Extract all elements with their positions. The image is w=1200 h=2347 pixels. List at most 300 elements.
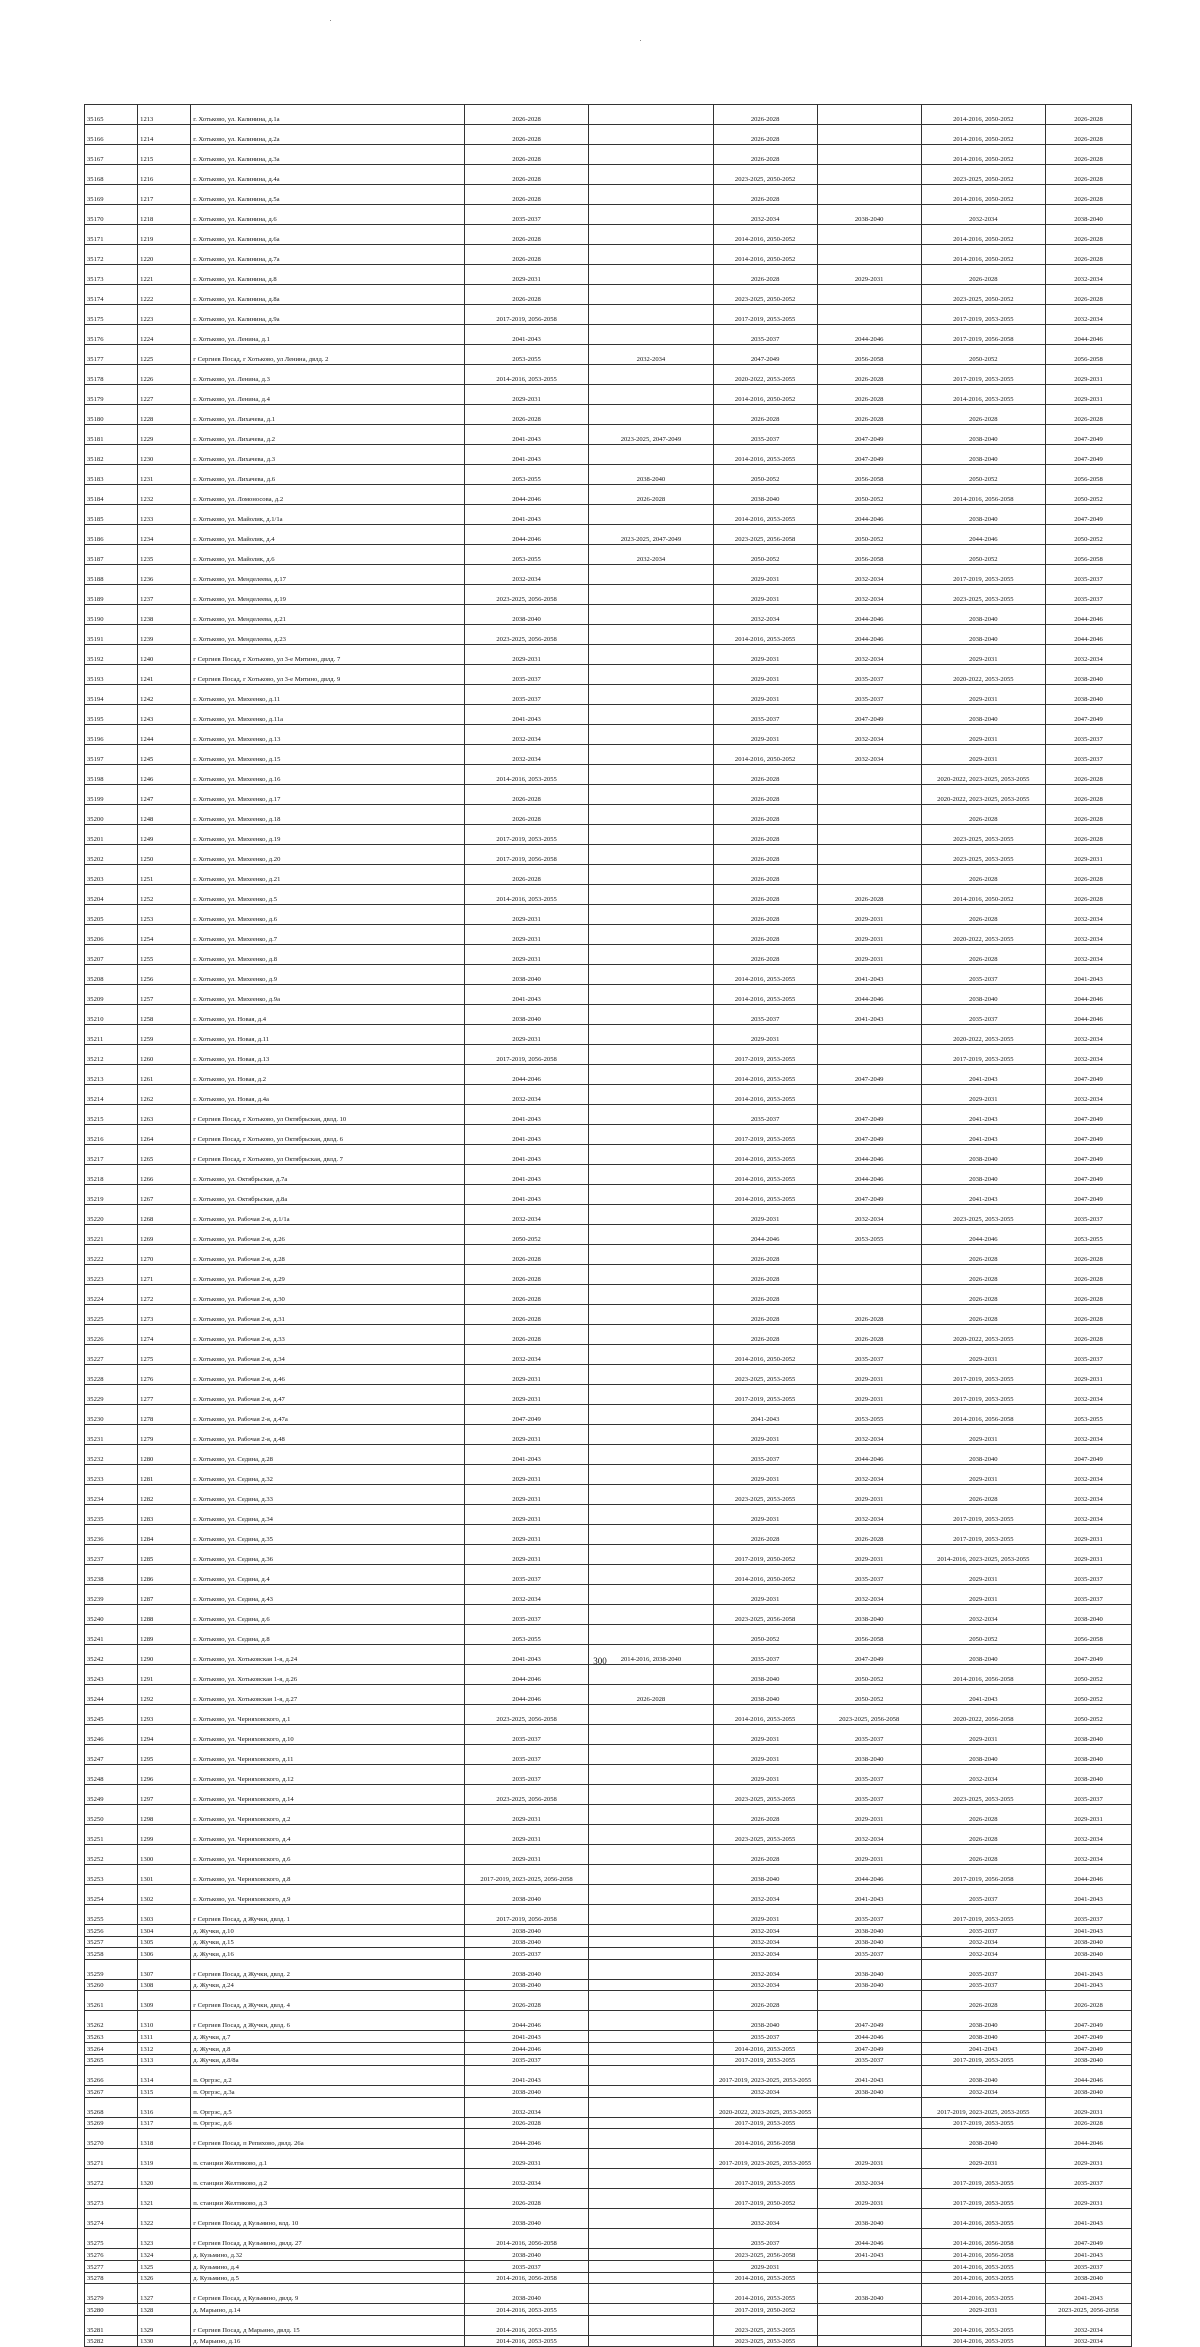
item-number-cell: 1245	[138, 745, 191, 765]
table-body	[85, 105, 1132, 2347]
record-number-cell: 35223	[85, 1265, 138, 1285]
period-4-cell: 2029-2031	[817, 1365, 921, 1385]
item-number-cell: 1287	[138, 1585, 191, 1605]
record-number-cell: 35281	[85, 2315, 138, 2335]
period-6-cell: 2029-2031	[1046, 2097, 1132, 2117]
table-row	[85, 185, 1132, 205]
period-5-cell: 2014-2016, 2050-2052	[921, 185, 1045, 205]
period-5-cell: 2026-2028	[921, 1245, 1045, 1265]
period-5-cell: 2038-2040	[921, 505, 1045, 525]
period-2-cell	[589, 1265, 713, 1285]
period-4-cell: 2038-2040	[817, 205, 921, 225]
record-number-cell: 35259	[85, 1959, 138, 1979]
period-5-cell: 2017-2019, 2053-2055	[921, 365, 1045, 385]
period-3-cell: 2023-2025, 2053-2055	[713, 2335, 817, 2347]
period-5-cell: 2029-2031	[921, 2149, 1045, 2169]
period-3-cell: 2014-2016, 2053-2055	[713, 1065, 817, 1085]
period-2-cell	[589, 585, 713, 605]
period-1-cell: 2026-2028	[464, 2117, 588, 2129]
address-cell: г. Хотьково, ул. Михеенко, д.8	[191, 945, 465, 965]
period-1-cell: 2044-2046	[464, 1065, 588, 1085]
address-cell: д. Жучки, д.7	[191, 2031, 465, 2043]
period-1-cell: 2041-2043	[464, 425, 588, 445]
table-row	[85, 425, 1132, 445]
item-number-cell: 1285	[138, 1545, 191, 1565]
period-1-cell: 2038-2040	[464, 965, 588, 985]
period-2-cell	[589, 1225, 713, 1245]
period-3-cell: 2017-2019, 2050-2052	[713, 1545, 817, 1565]
record-number-cell: 35277	[85, 2260, 138, 2272]
period-6-cell: 2032-2034	[1046, 305, 1132, 325]
address-cell: г. Хотьково, ул. Калинина, д.7а	[191, 245, 465, 265]
period-2-cell	[589, 1905, 713, 1925]
item-number-cell: 1295	[138, 1745, 191, 1765]
period-3-cell: 2014-2016, 2053-2055	[713, 445, 817, 465]
period-6-cell: 2029-2031	[1046, 1365, 1132, 1385]
period-5-cell: 2017-2019, 2053-2055	[921, 2054, 1045, 2066]
register-table	[84, 104, 1132, 2347]
period-3-cell: 2023-2025, 2050-2052	[713, 165, 817, 185]
record-number-cell: 35229	[85, 1385, 138, 1405]
period-1-cell: 2029-2031	[464, 385, 588, 405]
period-6-cell: 2026-2028	[1046, 125, 1132, 145]
address-cell: г. Хотьково, ул. Михеенко, д.15	[191, 745, 465, 765]
period-4-cell	[817, 2117, 921, 2129]
period-2-cell	[589, 1825, 713, 1845]
table-row	[85, 1605, 1132, 1625]
period-2-cell	[589, 185, 713, 205]
period-6-cell: 2038-2040	[1046, 2054, 1132, 2066]
period-2-cell	[589, 2149, 713, 2169]
address-cell: г. Хотьково, ул. Седина, д.28	[191, 1445, 465, 1465]
record-number-cell: 35188	[85, 565, 138, 585]
period-6-cell: 2032-2034	[1046, 1485, 1132, 1505]
period-5-cell: 2038-2040	[921, 2066, 1045, 2086]
address-cell: г. Хотьково, ул. Калинина, д.2а	[191, 125, 465, 145]
address-cell: г Сергиев Посад, д Марьино, двлд. 15	[191, 2315, 465, 2335]
item-number-cell: 1281	[138, 1465, 191, 1485]
table-row	[85, 1205, 1132, 1225]
period-3-cell: 2029-2031	[713, 1205, 817, 1225]
table-row	[85, 145, 1132, 165]
period-2-cell	[589, 1805, 713, 1825]
address-cell: г. Хотьково, ул. Новая, д.13	[191, 1045, 465, 1065]
period-5-cell: 2026-2028	[921, 1265, 1045, 1285]
record-number-cell: 35199	[85, 785, 138, 805]
address-cell: г. Хотьково, ул. Калинина, д.6	[191, 205, 465, 225]
record-number-cell: 35180	[85, 405, 138, 425]
item-number-cell: 1286	[138, 1565, 191, 1585]
period-6-cell: 2041-2043	[1046, 1959, 1132, 1979]
period-1-cell: 2032-2034	[464, 1085, 588, 1105]
period-2-cell	[589, 685, 713, 705]
period-1-cell: 2014-2016, 2053-2055	[464, 365, 588, 385]
address-cell: г Сергиев Посад, г Хотьково, ул Октябрьская, двлд. 10	[191, 1105, 465, 1125]
period-2-cell	[589, 1285, 713, 1305]
period-1-cell: 2032-2034	[464, 1345, 588, 1365]
record-number-cell: 35210	[85, 1005, 138, 1025]
record-number-cell: 35261	[85, 1991, 138, 2011]
period-4-cell: 2038-2040	[817, 1925, 921, 1937]
record-number-cell: 35216	[85, 1125, 138, 1145]
period-3-cell: 2026-2028	[713, 145, 817, 165]
period-4-cell: 2035-2037	[817, 1725, 921, 1745]
record-number-cell: 35206	[85, 925, 138, 945]
record-number-cell: 35272	[85, 2169, 138, 2189]
item-number-cell: 1251	[138, 865, 191, 885]
period-5-cell: 2029-2031	[921, 1425, 1045, 1445]
address-cell: п. Оргрэс, д.6	[191, 2117, 465, 2129]
item-number-cell: 1235	[138, 545, 191, 565]
item-number-cell: 1237	[138, 585, 191, 605]
period-1-cell: 2038-2040	[464, 1936, 588, 1948]
record-number-cell: 35224	[85, 1285, 138, 1305]
item-number-cell: 1221	[138, 265, 191, 285]
period-3-cell: 2026-2028	[713, 1845, 817, 1865]
period-1-cell: 2035-2037	[464, 1565, 588, 1585]
period-3-cell: 2038-2040	[713, 1865, 817, 1885]
period-6-cell: 2047-2049	[1046, 705, 1132, 725]
period-3-cell: 2023-2025, 2056-2058	[713, 2249, 817, 2261]
period-3-cell: 2029-2031	[713, 1505, 817, 1525]
record-number-cell: 35231	[85, 1425, 138, 1445]
period-3-cell: 2017-2019, 2023-2025, 2053-2055	[713, 2066, 817, 2086]
period-2-cell	[589, 105, 713, 125]
period-3-cell: 2026-2028	[713, 1325, 817, 1345]
table-row	[85, 2169, 1132, 2189]
item-number-cell: 1290	[138, 1645, 191, 1665]
period-4-cell	[817, 2335, 921, 2347]
period-4-cell: 2035-2037	[817, 1345, 921, 1365]
address-cell: г. Хотьково, ул. Лихачева, д.2	[191, 425, 465, 445]
period-4-cell	[817, 1991, 921, 2011]
period-5-cell: 2023-2025, 2053-2055	[921, 1785, 1045, 1805]
period-5-cell: 2032-2034	[921, 1765, 1045, 1785]
period-2-cell	[589, 305, 713, 325]
item-number-cell: 1289	[138, 1625, 191, 1645]
item-number-cell: 1222	[138, 285, 191, 305]
period-5-cell: 2038-2040	[921, 1645, 1045, 1665]
period-2-cell	[589, 285, 713, 305]
item-number-cell: 1250	[138, 845, 191, 865]
period-2-cell	[589, 1465, 713, 1485]
period-5-cell: 2020-2022, 2056-2058	[921, 1705, 1045, 1725]
period-6-cell: 2053-2055	[1046, 1225, 1132, 1245]
period-6-cell: 2056-2058	[1046, 465, 1132, 485]
period-3-cell: 2029-2031	[713, 665, 817, 685]
item-number-cell: 1236	[138, 565, 191, 585]
period-2-cell	[589, 2086, 713, 2098]
period-1-cell: 2026-2028	[464, 105, 588, 125]
record-number-cell: 35250	[85, 1805, 138, 1825]
item-number-cell: 1229	[138, 425, 191, 445]
table-row	[85, 225, 1132, 245]
period-2-cell: 2038-2040	[589, 465, 713, 485]
period-3-cell: 2050-2052	[713, 545, 817, 565]
period-6-cell: 2047-2049	[1046, 2011, 1132, 2031]
period-5-cell: 2029-2031	[921, 745, 1045, 765]
period-5-cell: 2026-2028	[921, 805, 1045, 825]
period-6-cell: 2041-2043	[1046, 2209, 1132, 2229]
table-row	[85, 965, 1132, 985]
period-4-cell: 2032-2034	[817, 585, 921, 605]
item-number-cell: 1226	[138, 365, 191, 385]
period-3-cell: 2026-2028	[713, 785, 817, 805]
item-number-cell: 1311	[138, 2031, 191, 2043]
address-cell: п. станции Желтиково, д.3	[191, 2189, 465, 2209]
period-4-cell: 2038-2040	[817, 2284, 921, 2304]
period-2-cell	[589, 445, 713, 465]
period-2-cell	[589, 1145, 713, 1165]
address-cell: г. Хотьково, ул. Седина, д.36	[191, 1545, 465, 1565]
period-4-cell: 2056-2058	[817, 545, 921, 565]
item-number-cell: 1296	[138, 1765, 191, 1785]
period-6-cell: 2026-2028	[1046, 1245, 1132, 1265]
table-row	[85, 2086, 1132, 2098]
period-4-cell: 2047-2049	[817, 705, 921, 725]
period-4-cell	[817, 165, 921, 185]
period-3-cell: 2014-2016, 2050-2052	[713, 385, 817, 405]
address-cell: д. Жучки, д.8	[191, 2042, 465, 2054]
period-2-cell	[589, 125, 713, 145]
record-number-cell: 35215	[85, 1105, 138, 1125]
period-1-cell: 2035-2037	[464, 1605, 588, 1625]
period-2-cell	[589, 1959, 713, 1979]
table-row	[85, 2229, 1132, 2249]
period-4-cell	[817, 2129, 921, 2149]
period-1-cell: 2035-2037	[464, 205, 588, 225]
period-6-cell: 2035-2037	[1046, 1345, 1132, 1365]
period-2-cell	[589, 1085, 713, 1105]
period-6-cell: 2026-2028	[1046, 105, 1132, 125]
record-number-cell: 35244	[85, 1685, 138, 1705]
item-number-cell: 1213	[138, 105, 191, 125]
address-cell: г. Хотьково, ул. Майолик, д.4	[191, 525, 465, 545]
item-number-cell: 1231	[138, 465, 191, 485]
period-3-cell: 2029-2031	[713, 685, 817, 705]
period-2-cell	[589, 1625, 713, 1645]
record-number-cell: 35190	[85, 605, 138, 625]
period-1-cell: 2029-2031	[464, 1505, 588, 1525]
period-6-cell: 2026-2028	[1046, 785, 1132, 805]
period-2-cell	[589, 1979, 713, 1991]
table-row	[85, 805, 1132, 825]
period-4-cell: 2044-2046	[817, 325, 921, 345]
period-2-cell	[589, 1065, 713, 1085]
table-row	[85, 1865, 1132, 1885]
period-2-cell	[589, 1245, 713, 1265]
period-3-cell: 2035-2037	[713, 1445, 817, 1465]
table-row	[85, 2272, 1132, 2284]
period-5-cell: 2017-2019, 2053-2055	[921, 1045, 1045, 1065]
period-5-cell: 2014-2016, 2050-2052	[921, 245, 1045, 265]
period-3-cell: 2026-2028	[713, 885, 817, 905]
item-number-cell: 1219	[138, 225, 191, 245]
period-4-cell: 2032-2034	[817, 1425, 921, 1445]
period-6-cell: 2044-2046	[1046, 1865, 1132, 1885]
period-3-cell: 2017-2019, 2053-2055	[713, 2054, 817, 2066]
period-2-cell	[589, 2304, 713, 2316]
item-number-cell: 1269	[138, 1225, 191, 1245]
table-row	[85, 725, 1132, 745]
period-4-cell: 2047-2049	[817, 2042, 921, 2054]
period-3-cell: 2014-2016, 2053-2055	[713, 2042, 817, 2054]
table-row	[85, 445, 1132, 465]
item-number-cell: 1276	[138, 1365, 191, 1385]
record-number-cell: 35187	[85, 545, 138, 565]
period-4-cell: 2029-2031	[817, 2149, 921, 2169]
period-5-cell: 2032-2034	[921, 1605, 1045, 1625]
table-row	[85, 1885, 1132, 1905]
table-row	[85, 1445, 1132, 1465]
period-6-cell: 2050-2052	[1046, 525, 1132, 545]
table-row	[85, 2066, 1132, 2086]
period-5-cell: 2050-2052	[921, 465, 1045, 485]
period-3-cell: 2029-2031	[713, 2260, 817, 2272]
table-row	[85, 1265, 1132, 1285]
period-4-cell	[817, 145, 921, 165]
period-5-cell: 2038-2040	[921, 445, 1045, 465]
item-number-cell: 1224	[138, 325, 191, 345]
period-3-cell: 2026-2028	[713, 1991, 817, 2011]
record-number-cell: 35177	[85, 345, 138, 365]
period-5-cell: 2020-2022, 2053-2055	[921, 1325, 1045, 1345]
record-number-cell: 35171	[85, 225, 138, 245]
address-cell: г. Хотьково, ул. Калинина, д.6а	[191, 225, 465, 245]
period-6-cell: 2041-2043	[1046, 2284, 1132, 2304]
period-4-cell	[817, 2304, 921, 2316]
address-cell: г Сергиев Посад, г Хотьково, ул Октябрьская, двлд. 7	[191, 1145, 465, 1165]
period-4-cell: 2056-2058	[817, 345, 921, 365]
period-6-cell: 2050-2052	[1046, 485, 1132, 505]
period-6-cell: 2044-2046	[1046, 2129, 1132, 2149]
period-5-cell: 2035-2037	[921, 1979, 1045, 1991]
address-cell: г. Хотьково, ул. Черняховского, д.12	[191, 1765, 465, 1785]
period-3-cell: 2032-2034	[713, 1979, 817, 1991]
period-5-cell: 2038-2040	[921, 1165, 1045, 1185]
item-number-cell: 1214	[138, 125, 191, 145]
period-6-cell: 2032-2034	[1046, 905, 1132, 925]
table-row	[85, 1105, 1132, 1125]
table-row	[85, 1765, 1132, 1785]
record-number-cell: 35282	[85, 2335, 138, 2347]
address-cell: г. Хотьково, ул. Новая, д.4	[191, 1005, 465, 1025]
address-cell: д. Жучки, д.24	[191, 1979, 465, 1991]
period-4-cell: 2032-2034	[817, 2169, 921, 2189]
record-number-cell: 35258	[85, 1948, 138, 1960]
period-2-cell	[589, 2011, 713, 2031]
period-5-cell: 2014-2016, 2053-2055	[921, 2209, 1045, 2229]
address-cell: г. Хотьково, ул. Черняховского, д.9	[191, 1885, 465, 1905]
record-number-cell: 35212	[85, 1045, 138, 1065]
period-5-cell: 2020-2022, 2053-2055	[921, 925, 1045, 945]
address-cell: п. Оргрэс, д.5	[191, 2097, 465, 2117]
period-2-cell	[589, 1885, 713, 1905]
period-4-cell: 2038-2040	[817, 1745, 921, 1765]
period-1-cell: 2038-2040	[464, 2209, 588, 2229]
period-6-cell: 2047-2049	[1046, 1065, 1132, 1085]
period-3-cell: 2023-2025, 2053-2055	[713, 2315, 817, 2335]
item-number-cell: 1292	[138, 1685, 191, 1705]
table-row	[85, 2315, 1132, 2335]
period-2-cell	[589, 2249, 713, 2261]
period-2-cell	[589, 845, 713, 865]
period-5-cell: 2029-2031	[921, 645, 1045, 665]
table-row	[85, 1025, 1132, 1045]
item-number-cell: 1253	[138, 905, 191, 925]
period-1-cell: 2044-2046	[464, 2011, 588, 2031]
period-6-cell: 2026-2028	[1046, 165, 1132, 185]
period-6-cell: 2038-2040	[1046, 2086, 1132, 2098]
period-4-cell: 2032-2034	[817, 745, 921, 765]
period-4-cell: 2035-2037	[817, 685, 921, 705]
period-4-cell: 2026-2028	[817, 405, 921, 425]
period-4-cell: 2038-2040	[817, 1959, 921, 1979]
period-1-cell: 2032-2034	[464, 725, 588, 745]
period-3-cell: 2014-2016, 2053-2055	[713, 2284, 817, 2304]
item-number-cell: 1325	[138, 2260, 191, 2272]
period-1-cell: 2026-2028	[464, 245, 588, 265]
period-5-cell: 2017-2019, 2053-2055	[921, 1365, 1045, 1385]
period-2-cell	[589, 1005, 713, 1025]
period-1-cell: 2026-2028	[464, 185, 588, 205]
period-5-cell: 2017-2019, 2053-2055	[921, 2117, 1045, 2129]
period-1-cell: 2029-2031	[464, 1825, 588, 1845]
period-2-cell	[589, 1485, 713, 1505]
item-number-cell: 1271	[138, 1265, 191, 1285]
table-row	[85, 1145, 1132, 1165]
period-6-cell: 2056-2058	[1046, 1625, 1132, 1645]
record-number-cell: 35254	[85, 1885, 138, 1905]
period-6-cell: 2038-2040	[1046, 205, 1132, 225]
address-cell: г. Хотьково, ул. Михеенко, д.13	[191, 725, 465, 745]
item-number-cell: 1314	[138, 2066, 191, 2086]
period-3-cell: 2029-2031	[713, 1765, 817, 1785]
period-4-cell: 2026-2028	[817, 1525, 921, 1545]
period-4-cell: 2044-2046	[817, 2229, 921, 2249]
period-4-cell: 2023-2025, 2056-2058	[817, 1705, 921, 1725]
period-1-cell: 2029-2031	[464, 905, 588, 925]
period-3-cell: 2026-2028	[713, 865, 817, 885]
period-3-cell: 2026-2028	[713, 1245, 817, 1265]
period-3-cell: 2014-2016, 2050-2052	[713, 225, 817, 245]
period-4-cell: 2026-2028	[817, 1305, 921, 1325]
address-cell: г. Хотьково, ул. Рабочая 2-я, д.28	[191, 1245, 465, 1265]
period-6-cell: 2029-2031	[1046, 385, 1132, 405]
period-1-cell: 2026-2028	[464, 805, 588, 825]
record-number-cell: 35194	[85, 685, 138, 705]
period-5-cell: 2026-2028	[921, 265, 1045, 285]
period-1-cell: 2026-2028	[464, 125, 588, 145]
record-number-cell: 35178	[85, 365, 138, 385]
item-number-cell: 1216	[138, 165, 191, 185]
period-5-cell: 2038-2040	[921, 1445, 1045, 1465]
address-cell: г Сергиев Посад, г Хотьково, ул 3-е Митино, двлд. 9	[191, 665, 465, 685]
record-number-cell: 35279	[85, 2284, 138, 2304]
period-2-cell	[589, 2284, 713, 2304]
period-4-cell: 2044-2046	[817, 1445, 921, 1465]
period-4-cell	[817, 245, 921, 265]
address-cell: г. Хотьково, ул. Майолик, д.1/1а	[191, 505, 465, 525]
item-number-cell: 1215	[138, 145, 191, 165]
period-3-cell: 2014-2016, 2050-2052	[713, 745, 817, 765]
period-5-cell: 2017-2019, 2053-2055	[921, 305, 1045, 325]
period-2-cell	[589, 1185, 713, 1205]
address-cell: г. Хотьково, ул. Михеенко, д.9а	[191, 985, 465, 1005]
table-row	[85, 1125, 1132, 1145]
period-3-cell: 2017-2019, 2053-2055	[713, 1385, 817, 1405]
period-3-cell: 2023-2025, 2053-2055	[713, 1825, 817, 1845]
